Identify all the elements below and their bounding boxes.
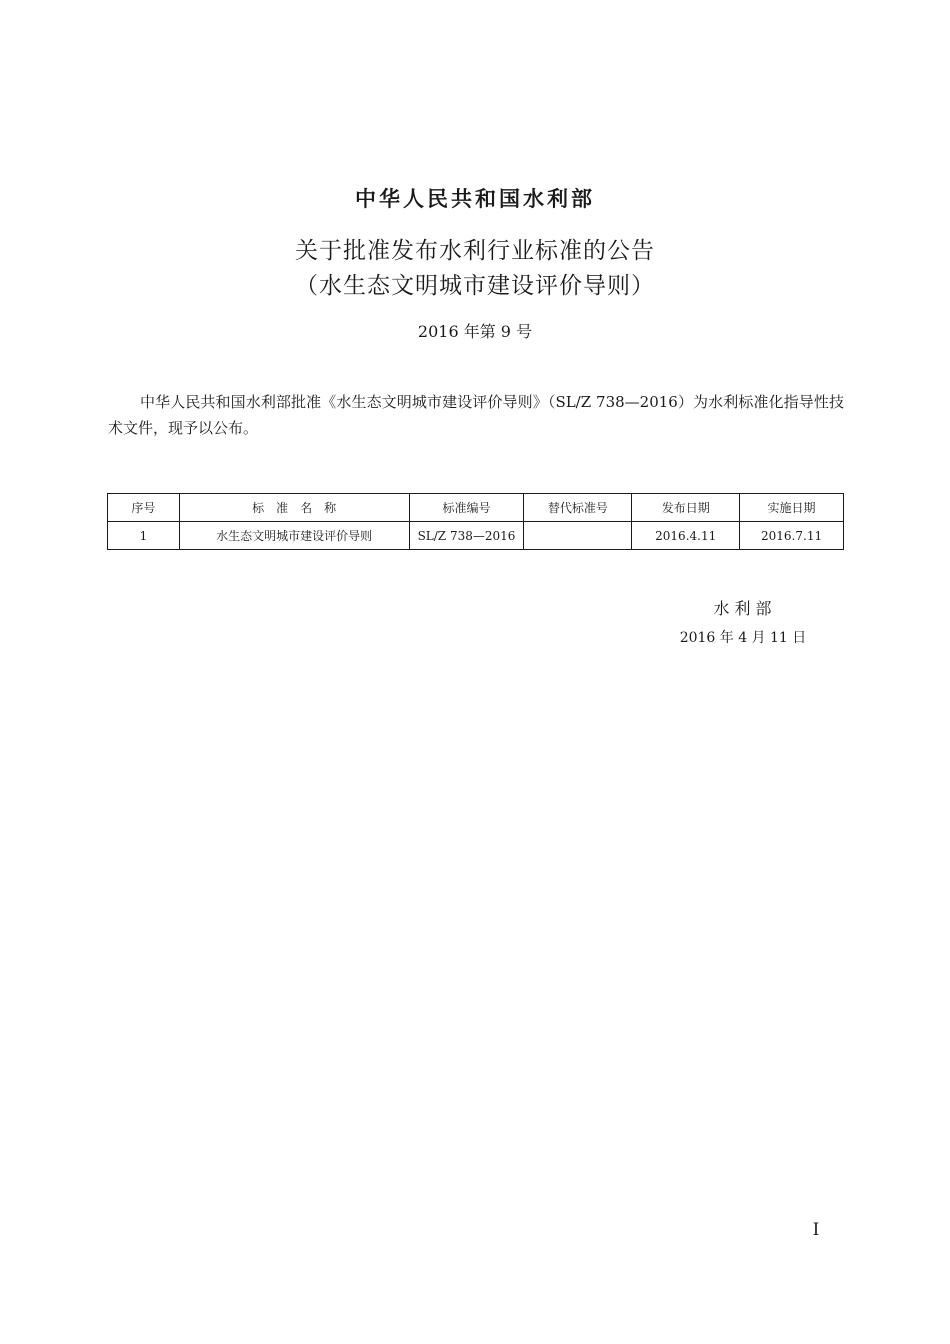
signature-date: 2016 年 4 月 11 日 (679, 630, 807, 646)
issue-number: 2016 年第 9 号 (417, 322, 533, 341)
announcement-body: 中华人民共和国水利部批准《水生态文明城市建设评价导则》（SL/Z 738—2016）为水利标准化指导性技术文件，现予以公布。 (108, 393, 844, 437)
table-row (108, 522, 844, 550)
cell-effective-date: 2016.7.11 (740, 522, 844, 550)
issuing-ministry: 中华人民共和国水利部 (355, 186, 595, 211)
col-header-effective-date: 实施日期 (740, 494, 844, 522)
cell-replaced (524, 522, 632, 550)
cell-index: 1 (108, 522, 180, 550)
table-header-row (108, 494, 844, 522)
standards-table (107, 493, 844, 550)
col-header-publish-date: 发布日期 (632, 494, 740, 522)
cell-name: 水生态文明城市建设评价导则 (179, 522, 409, 550)
col-header-index: 序号 (108, 494, 180, 522)
cell-code: SL/Z 738—2016 (409, 522, 524, 550)
col-header-name: 标 准 名 称 (179, 494, 409, 522)
announcement-subtitle: （水生态文明城市建设评价导则） (295, 273, 655, 299)
signature-org: 水利部 (713, 599, 777, 618)
col-header-code: 标准编号 (409, 494, 524, 522)
announcement-title: 关于批准发布水利行业标准的公告 (295, 238, 655, 264)
cell-publish-date: 2016.4.11 (632, 522, 740, 550)
page-number: I (812, 1220, 820, 1240)
col-header-replaced: 替代标准号 (524, 494, 632, 522)
